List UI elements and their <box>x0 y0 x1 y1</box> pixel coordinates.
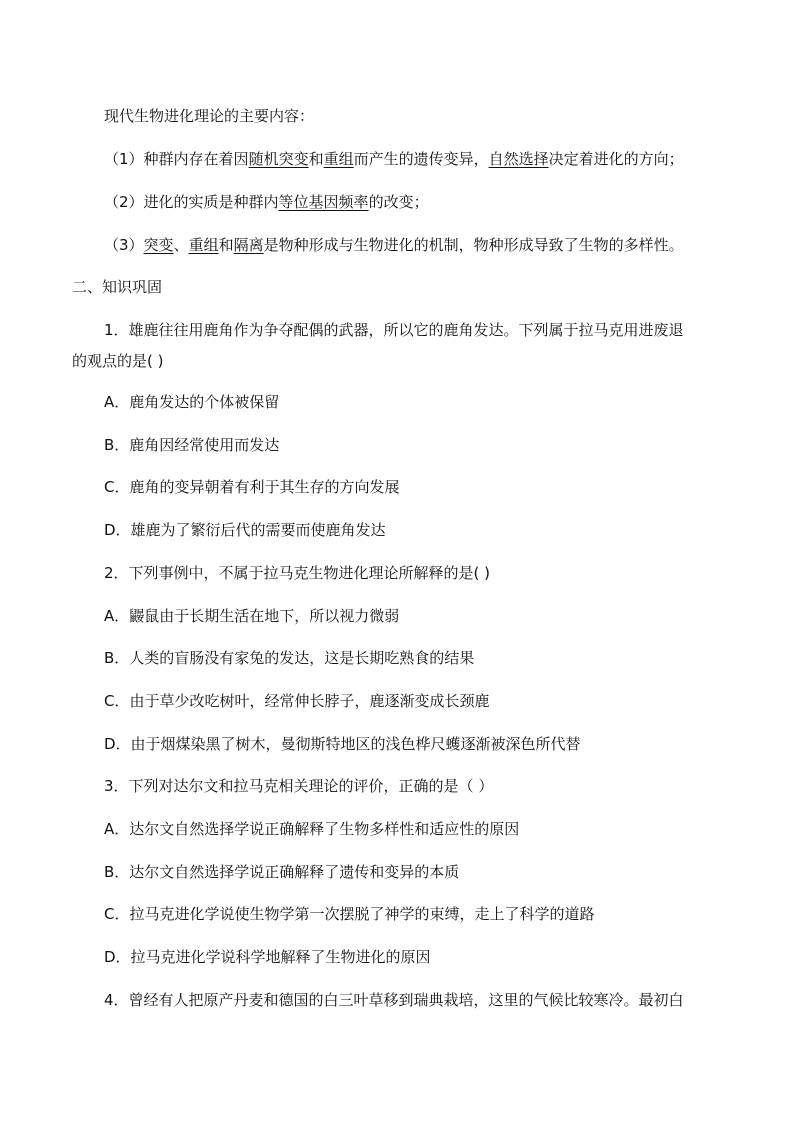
q4-stem-line1: 4．曾经有人把原产丹麦和德国的白三叶草移到瑞典栽培，这里的气候比较寒冷。最初白 <box>104 991 684 1009</box>
section-title: 二、知识巩固 <box>72 278 163 296</box>
underlined-term: 随机突变 <box>248 150 309 168</box>
q3-stem: 3．下列对达尔文和拉马克相关理论的评价，正确的是（ ） <box>104 777 494 795</box>
underlined-term: 隔离 <box>233 236 264 254</box>
q1-option-d: D．雄鹿为了繁衍后代的需要而使鹿角发达 <box>104 521 386 539</box>
q1-stem-line2: 的观点的是( ) <box>72 352 164 370</box>
q2-option-c: C．由于草少改吃树叶，经常伸长脖子，鹿逐渐变成长颈鹿 <box>104 692 490 710</box>
text-run: 和 <box>308 150 324 168</box>
underlined-term: 重组 <box>323 150 354 168</box>
q1-option-c: C．鹿角的变异朝着有利于其生存的方向发展 <box>104 478 400 496</box>
q1-option-a: A．鹿角发达的个体被保留 <box>104 393 280 411</box>
text-run: （1）种群内存在着 <box>104 150 234 168</box>
text-run: 决定着进化的方向； <box>548 150 684 168</box>
q2-option-b: B．人类的盲肠没有家兔的发达，这是长期吃熟食的结果 <box>104 649 475 667</box>
q2-stem: 2．下列事例中，不属于拉马克生物进化理论所解释的是( ) <box>104 564 491 582</box>
intro-point-2 <box>104 192 429 212</box>
underlined-term: 自然选择 <box>488 150 549 168</box>
text-run: 的改变； <box>368 193 429 211</box>
underlined-term: 重组 <box>188 236 219 254</box>
q3-option-d: D．拉马克进化学说科学地解释了生物进化的原因 <box>104 948 431 966</box>
text-run: 和 <box>218 236 234 254</box>
q2-option-a: A．鼹鼠由于长期生活在地下，所以视力微弱 <box>104 607 400 625</box>
q1-option-b: B．鹿角因经常使用而发达 <box>104 436 280 454</box>
q3-option-a: A．达尔文自然选择学说正确解释了生物多样性和适应性的原因 <box>104 820 520 838</box>
q1-stem-line1: 1．雄鹿往往用鹿角作为争夺配偶的武器，所以它的鹿角发达。下列属于拉马克用进废退 <box>104 321 684 339</box>
q2-option-d: D．由于烟煤染黑了树木，曼彻斯特地区的浅色桦尺蠖逐渐被深色所代替 <box>104 735 581 753</box>
text-run: 而产生的遗传变异， <box>353 150 489 168</box>
intro-heading: 现代生物进化理论的主要内容： <box>104 107 315 125</box>
intro-point-1 <box>104 149 684 169</box>
underlined-term: 突变 <box>143 236 174 254</box>
underlined-term: 等位基因频率 <box>278 193 369 211</box>
q3-option-b: B．达尔文自然选择学说正确解释了遗传和变异的本质 <box>104 863 460 881</box>
text-run: （2）进化的实质是种群内 <box>104 193 279 211</box>
q3-option-c: C．拉马克进化学说使生物学第一次摆脱了神学的束缚，走上了科学的道路 <box>104 905 595 923</box>
text-run: 是物种形成与生物进化的机制，物种形成导致了生物的多样性。 <box>263 236 684 254</box>
text-run: （3） <box>104 236 144 254</box>
text-run: 因 <box>233 150 249 168</box>
intro-point-3 <box>104 235 684 255</box>
text-run: 、 <box>173 236 189 254</box>
